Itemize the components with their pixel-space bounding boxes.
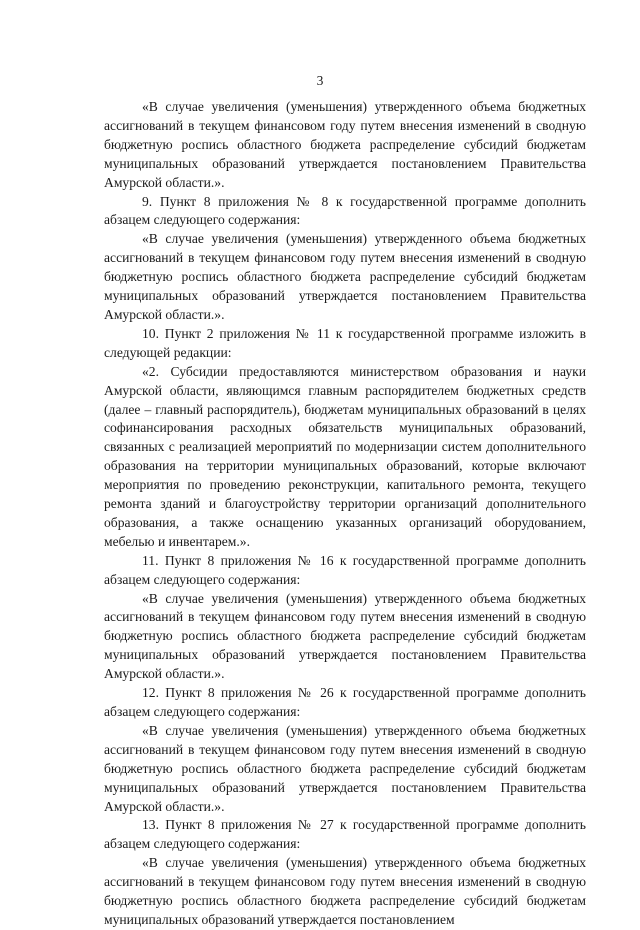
paragraph-item-9: 9. Пункт 8 приложения № 8 к государственной программе дополнить абзацем следующего содержания: [104,193,586,228]
paragraph-quote-1: «В случае увеличения (уменьшения) утвержденного объема бюджетных ассигнований в текущем финансовом году путем внесения изменений в сводную бюджетную роспись областного бюджета распределение субсидий бюджетам муниципальных образований утверждается постановлением Правительства Амурской области.». [104,99,586,190]
paragraph-quote-2: «В случае увеличения (уменьшения) утвержденного объема бюджетных ассигнований в текущем финансовом году путем внесения изменений в сводную бюджетную роспись областного бюджета распределение субсидий бюджетам муниципальных образований утверждается постановлением Правительства Амурской области.». [104,231,586,322]
paragraph-item-10: 10. Пункт 2 приложения № 11 к государственной программе изложить в следующей редакции: [104,325,586,360]
paragraph-quote-6: «В случае увеличения (уменьшения) утвержденного объема бюджетных ассигнований в текущем финансовом году путем внесения изменений в сводную бюджетную роспись областного бюджета распределение субсидий бюджетам муниципальных образований утверждается постановлением [104,855,586,927]
paragraph-item-12: 12. Пункт 8 приложения № 26 к государственной программе дополнить абзацем следующего содержания: [104,685,586,719]
paragraph-quote-5: «В случае увеличения (уменьшения) утвержденного объема бюджетных ассигнований в текущем финансовом году путем внесения изменений в сводную бюджетную роспись областного бюджета распределение субсидий бюджетам муниципальных образований утверждается постановлением Правительства Амурской области.». [104,722,586,814]
document-body [104,98,586,930]
paragraph-item-13: 13. Пункт 8 приложения № 27 к государственной программе дополнить абзацем следующего содержания: [104,817,586,852]
page-number: 3 [316,73,324,88]
paragraph-quote-3: «2. Субсидии предоставляются министерством образования и науки Амурской области, являющимся главным распорядителем бюджетных средств (далее – главный распорядитель), бюджетам муниципальных образований в целях софинансирования расходных обязательств муниципальных образований, связанных с реализацией мероприятий по модернизации систем дополнительного образования на территории муниципальных образований, которые включают мероприятия по проведению реконструкции, капитального ремонта, текущего ремонта зданий и благоустройству территории организаций дополнительного образования, а также оснащению указанных организаций оборудованием, мебелью и инвентарем.». [104,363,586,549]
paragraph-item-11: 11. Пункт 8 приложения № 16 к государственной программе дополнить абзацем следующего содержания: [104,552,586,587]
paragraph-quote-4: «В случае увеличения (уменьшения) утвержденного объема бюджетных ассигнований в текущем финансовом году путем внесения изменений в сводную бюджетную роспись областного бюджета распределение субсидий бюджетам муниципальных образований утверждается постановлением Правительства Амурской области.». [104,590,586,682]
